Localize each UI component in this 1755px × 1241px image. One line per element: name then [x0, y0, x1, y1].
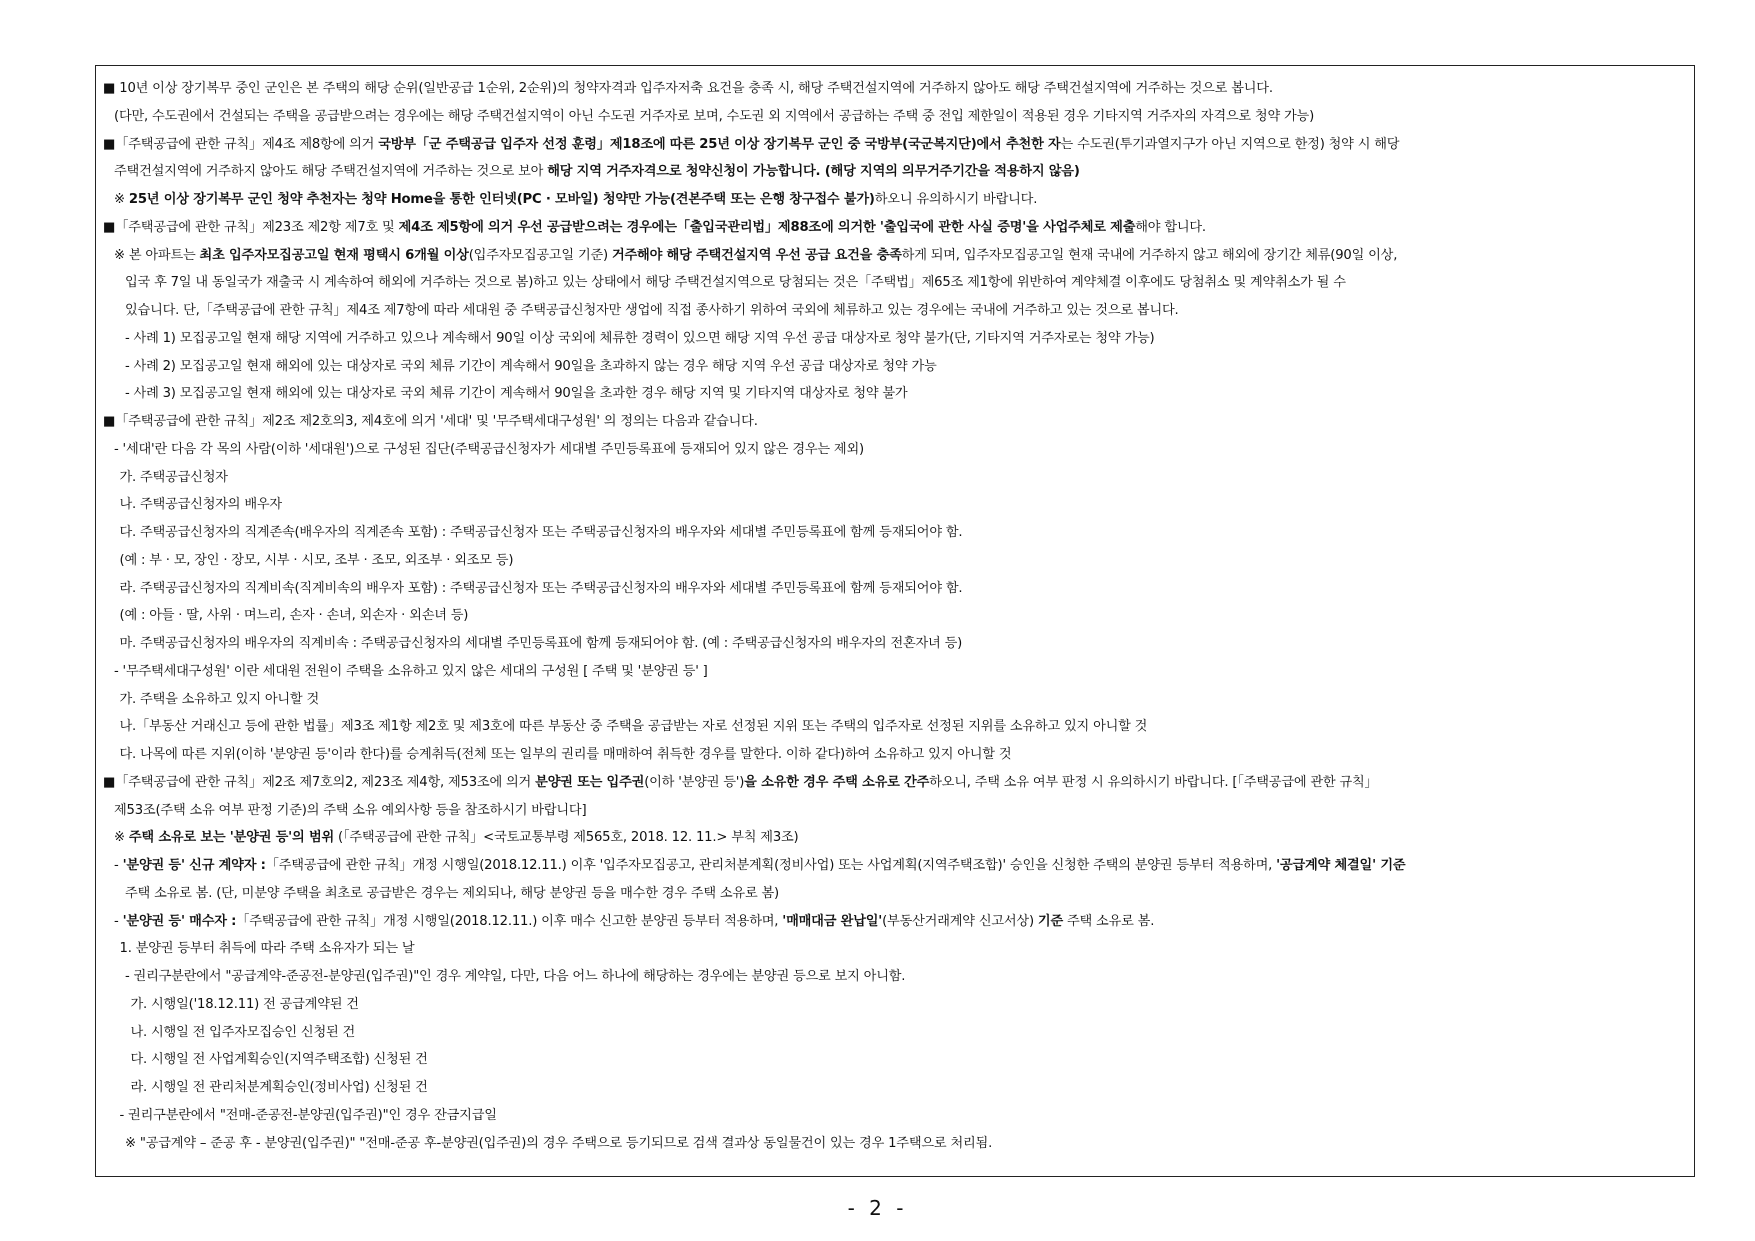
- notice-line: [120, 496, 282, 514]
- line-text: - 사례 2) 모집공고일 현재 해외에 있는 대상자로 국외 체류 기간이 계속해서 90일을 초과하지 않는 경우 해당 지역 우선 공급 대상자로 청약 가능: [125, 358, 937, 374]
- notice-line: [103, 219, 1206, 237]
- line-text: ※ "공급계약 – 준공 후 - 분양권(입주권)" "전매-준공 후-분양권(입주권)의 경우 주택으로 등기되므로 검색 결과상 동일물건이 있는 경우 1주택으로 처리됨.: [125, 1135, 993, 1151]
- line-text: (다만, 수도권에서 건설되는 주택을 공급받으려는 경우에는 해당 주택건설지역이 아닌 수도권 거주자로 보며, 수도권 외 지역에서 공급하는 주택 중 전입 제한일이 적용된 경우 기타지역 거주자의 자격으로 청약 가능): [114, 108, 1315, 124]
- notice-line: [114, 108, 1314, 126]
- line-text: 다. 시행일 전 사업계획승인(지역주택조합) 신청된 건: [130, 1052, 428, 1068]
- line-text: 해야 합니다.: [1135, 219, 1206, 235]
- line-text: - 권리구분란에서 "전매-준공전-분양권(입주권)"인 경우 잔금지급일: [119, 1107, 497, 1123]
- line-text: 는 수도권(투기과열지구가 아닌 지역으로 한정) 청약 시 해당: [1060, 136, 1400, 152]
- notice-line: [125, 1135, 992, 1153]
- line-text: - 사례 1) 모집공고일 현재 해당 지역에 거주하고 있으나 계속해서 90일 이상 국외에 체류한 경력이 있으면 해당 지역 우선 공급 대상자로 청약 불가(단, 기타지역 거주자로는 청약 가능): [125, 330, 1155, 346]
- notice-line: [114, 247, 1397, 265]
- line-text: -: [114, 913, 123, 929]
- line-text: 가. 주택공급신청자: [119, 469, 228, 485]
- notice-line: [114, 163, 1080, 181]
- notice-line: [125, 330, 1154, 348]
- line-text: 1. 분양권 등부터 취득에 따라 주택 소유자가 되는 날: [119, 941, 415, 957]
- notice-line: [125, 385, 907, 403]
- notice-line: [120, 635, 963, 653]
- line-text: 하오니 유의하시기 바랍니다.: [874, 192, 1038, 207]
- line-text: - 권리구분란에서 "공급계약-준공전-분양권(입주권)"인 경우 계약일, 다만, 다음 어느 하나에 해당하는 경우에는 분양권 등으로 보지 아니함.: [125, 969, 906, 984]
- line-text: 입국 후 7일 내 동일국가 재출국 시 계속하여 해외에 거주하는 것으로 봄)하고 있는 상태에서 해당 주택건설지역으로 당첨되는 것은「주택법」제65조 제1항에 위반하여 계약체결 이후에도 당첨취소 및 계약취소가 될 수: [125, 275, 1346, 291]
- line-text: 라. 주택공급신청자의 직계비속(직계비속의 배우자 포함) : 주택공급신청자 또는 주택공급신청자의 배우자와 세대별 주민등록표에 함께 등재되어야 함.: [119, 580, 963, 596]
- line-text: 나. 시행일 전 입주자모집승인 신청된 건: [130, 1024, 356, 1040]
- line-text: 하게 되며, 입주자모집공고일 현재 국내에 거주하지 않고 해외에 장기간 체류(90일 이상,: [901, 247, 1398, 263]
- notice-line: [120, 718, 1148, 736]
- notice-line: [131, 1079, 428, 1097]
- line-text: 있습니다. 단,「주택공급에 관한 규칙」제4조 제7항에 따라 세대원 중 주택공급신청자만 생업에 직접 종사하기 위하여 국외에 체류하고 있는 경우에는 국내에 거주하고 있는 것으로 봅니다.: [125, 303, 1179, 318]
- line-text: 가. 시행일('18.12.11) 전 공급계약된 건: [130, 996, 359, 1012]
- line-text: 나. 주택공급신청자의 배우자: [119, 497, 282, 513]
- notice-line: [120, 469, 228, 487]
- line-text: - '무주택세대구성원' 이란 세대원 전원이 주택을 소유하고 있지 않은 세대의 구성원 [ 주택 및 '분양권 등' ]: [114, 663, 708, 679]
- notice-line: [125, 968, 905, 986]
- line-text: ■「주택공급에 관한 규칙」제23조 제2항 제7호 및: [103, 219, 399, 235]
- line-text: ※: [114, 830, 129, 846]
- emphasis-text: 을 소유한 경우 주택 소유로 간주: [744, 774, 930, 790]
- line-text: ■「주택공급에 관한 규칙」제2조 제7호의2, 제23조 제4항, 제53조에 의거: [103, 774, 536, 790]
- notice-line: [114, 913, 1154, 931]
- notice-line: [120, 580, 963, 598]
- notice-line: [103, 774, 1378, 792]
- notice-line: [114, 441, 864, 459]
- line-text: (예 : 아들 · 딸, 사위 · 며느리, 손자 · 손녀, 외손자 · 외손녀 등): [119, 608, 469, 624]
- line-text: 나.「부동산 거래신고 등에 관한 법률」제3조 제1항 제2호 및 제3호에 따른 부동산 중 주택을 공급받는 자로 선정된 지위 또는 주택의 입주자로 선정된 지위를 소유하고 있지 아니할 것: [119, 719, 1148, 735]
- notice-line: [120, 524, 963, 542]
- emphasis-text: 기준: [1037, 913, 1063, 929]
- notice-line: [120, 607, 469, 625]
- line-text: - 사례 3) 모집공고일 현재 해외에 있는 대상자로 국외 체류 기간이 계속해서 90일을 초과한 경우 해당 지역 및 기타지역 대상자로 청약 불가: [125, 386, 908, 402]
- line-text: (「주택공급에 관한 규칙」<국토교통부령 제565호, 2018. 12. 11.> 부칙 제3조): [334, 830, 799, 846]
- emphasis-text: 최초 입주자모집공고일 현재 평택시 6개월 이상: [199, 247, 469, 263]
- line-text: ■ 10년 이상 장기복무 중인 군인은 본 주택의 해당 순위(일반공급 1순위, 2순위)의 청약자격과 입주자저축 요건을 충족 시, 해당 주택건설지역에 거주하지 않아도 해당 주택건설지역에 거주하는 것으로 봅니다.: [103, 81, 1273, 96]
- emphasis-text: 국방부「군 주택공급 입주자 선정 훈령」제18조에 따른 25년 이상 장기복무 군인 중 국방부(국군복지단)에서 추천한 자: [378, 136, 1061, 152]
- line-text: 주택건설지역에 거주하지 않아도 해당 주택건설지역에 거주하는 것으로 보아: [114, 164, 548, 180]
- notice-line: [103, 80, 1273, 98]
- line-text: 「주택공급에 관한 규칙」개정 시행일(2018.12.11.) 이후 '입주자모집공고, 관리처분계획(정비사업) 또는 사업계획(지역주택조합)' 승인을 신청한 주택의 분양권 등부터 적용하며,: [265, 858, 1277, 873]
- notice-line: [131, 1024, 356, 1042]
- notice-line: [125, 358, 937, 376]
- line-text: (입주자모집공고일 기준): [468, 247, 612, 263]
- notice-line: [103, 413, 758, 431]
- emphasis-text: '공급계약 체결일' 기준: [1276, 858, 1406, 873]
- notice-line: [120, 552, 514, 570]
- notice-line: [114, 857, 1405, 875]
- line-text: (이하 '분양권 등'): [644, 774, 745, 790]
- emphasis-text: 해당 지역 거주자격으로 청약신청이 가능합니다. (해당 지역의 의무거주기간을 적용하지 않음): [547, 164, 1080, 180]
- line-text: 가. 주택을 소유하고 있지 아니할 것: [119, 691, 319, 707]
- emphasis-text: 25년 이상 장기복무 군인 청약 추천자는 청약 Home을 통한 인터넷(PC · 모바일) 청약만 가능(견본주택 또는 은행 창구접수 불가): [128, 192, 875, 207]
- notice-line: [125, 302, 1179, 320]
- line-text: 제53조(주택 소유 여부 판정 기준)의 주택 소유 예외사항 등을 참조하시기 바랍니다]: [114, 802, 587, 818]
- notice-line: [120, 940, 415, 958]
- notice-line: [103, 136, 1399, 154]
- emphasis-text: '매매대금 완납일': [782, 913, 883, 929]
- line-text: ※ 본 아파트는: [114, 247, 200, 263]
- notice-line: [131, 996, 359, 1014]
- notice-line: [114, 829, 799, 847]
- notice-line: [125, 274, 1346, 292]
- line-text: ※: [114, 192, 129, 207]
- notice-line: [114, 802, 586, 820]
- emphasis-text: '분양권 등' 신규 계약자 :: [122, 858, 266, 873]
- notice-line: [120, 1107, 497, 1125]
- line-text: - '세대'란 다음 각 목의 사람(이하 '세대원')으로 구성된 집단(주택공급신청자가 세대별 주민등록표에 등재되어 있지 않은 경우는 제외): [114, 441, 864, 457]
- emphasis-text: 분양권 또는 입주권: [535, 774, 645, 790]
- notice-line: [114, 663, 708, 681]
- line-text: 다. 주택공급신청자의 직계존속(배우자의 직계존속 포함) : 주택공급신청자 또는 주택공급신청자의 배우자와 세대별 주민등록표에 함께 등재되어야 함.: [119, 525, 963, 540]
- emphasis-text: 거주해야 해당 주택건설지역 우선 공급 요건을 충족: [611, 247, 902, 263]
- line-text: (부동산거래계약 신고서상): [882, 913, 1038, 929]
- emphasis-text: 제4조 제5항에 의거 우선 공급받으려는 경우에는「출입국관리법」제88조에 의거한 '출입국에 관한 사실 증명'을 사업주체로 제출: [398, 219, 1136, 235]
- emphasis-text: 주택 소유로 보는 '분양권 등'의 범위: [128, 830, 335, 846]
- line-text: 라. 시행일 전 관리처분계획승인(정비사업) 신청된 건: [130, 1080, 428, 1095]
- line-text: 주택 소유로 봄.: [1063, 913, 1155, 929]
- emphasis-text: '분양권 등' 매수자 :: [122, 913, 237, 929]
- line-text: 하오니, 주택 소유 여부 판정 시 유의하시기 바랍니다. [「주택공급에 관한 규칙」: [929, 774, 1378, 790]
- line-text: ■「주택공급에 관한 규칙」제4조 제8항에 의거: [103, 136, 379, 152]
- line-text: ■「주택공급에 관한 규칙」제2조 제2호의3, 제4호에 의거 '세대' 및 '무주택세대구성원' 의 정의는 다음과 같습니다.: [103, 414, 758, 429]
- page-number: - 2 -: [847, 1196, 908, 1220]
- line-text: 「주택공급에 관한 규칙」개정 시행일(2018.12.11.) 이후 매수 신고한 분양권 등부터 적용하며,: [236, 913, 783, 929]
- notice-line: [125, 885, 779, 903]
- notice-line: [120, 691, 320, 709]
- notice-line: [120, 746, 1012, 764]
- notice-line: [114, 191, 1037, 209]
- line-text: (예 : 부 · 모, 장인 · 장모, 시부 · 시모, 조부 · 조모, 외조부 · 외조모 등): [119, 552, 514, 568]
- line-text: -: [114, 858, 123, 873]
- notice-line: [131, 1051, 428, 1069]
- line-text: 다. 나목에 따른 지위(이하 '분양권 등'이라 한다)를 승계취득(전체 또는 일부의 권리를 매매하여 취득한 경우를 말한다. 이하 같다)하여 소유하고 있지 아니할 것: [119, 747, 1012, 762]
- line-text: 주택 소유로 봄. (단, 미분양 주택을 최초로 공급받은 경우는 제외되나, 해당 분양권 등을 매수한 경우 주택 소유로 봄): [125, 885, 779, 901]
- line-text: 마. 주택공급신청자의 배우자의 직계비속 : 주택공급신청자의 세대별 주민등록표에 함께 등재되어야 함. (예 : 주택공급신청자의 배우자의 전혼자녀 등): [119, 636, 963, 651]
